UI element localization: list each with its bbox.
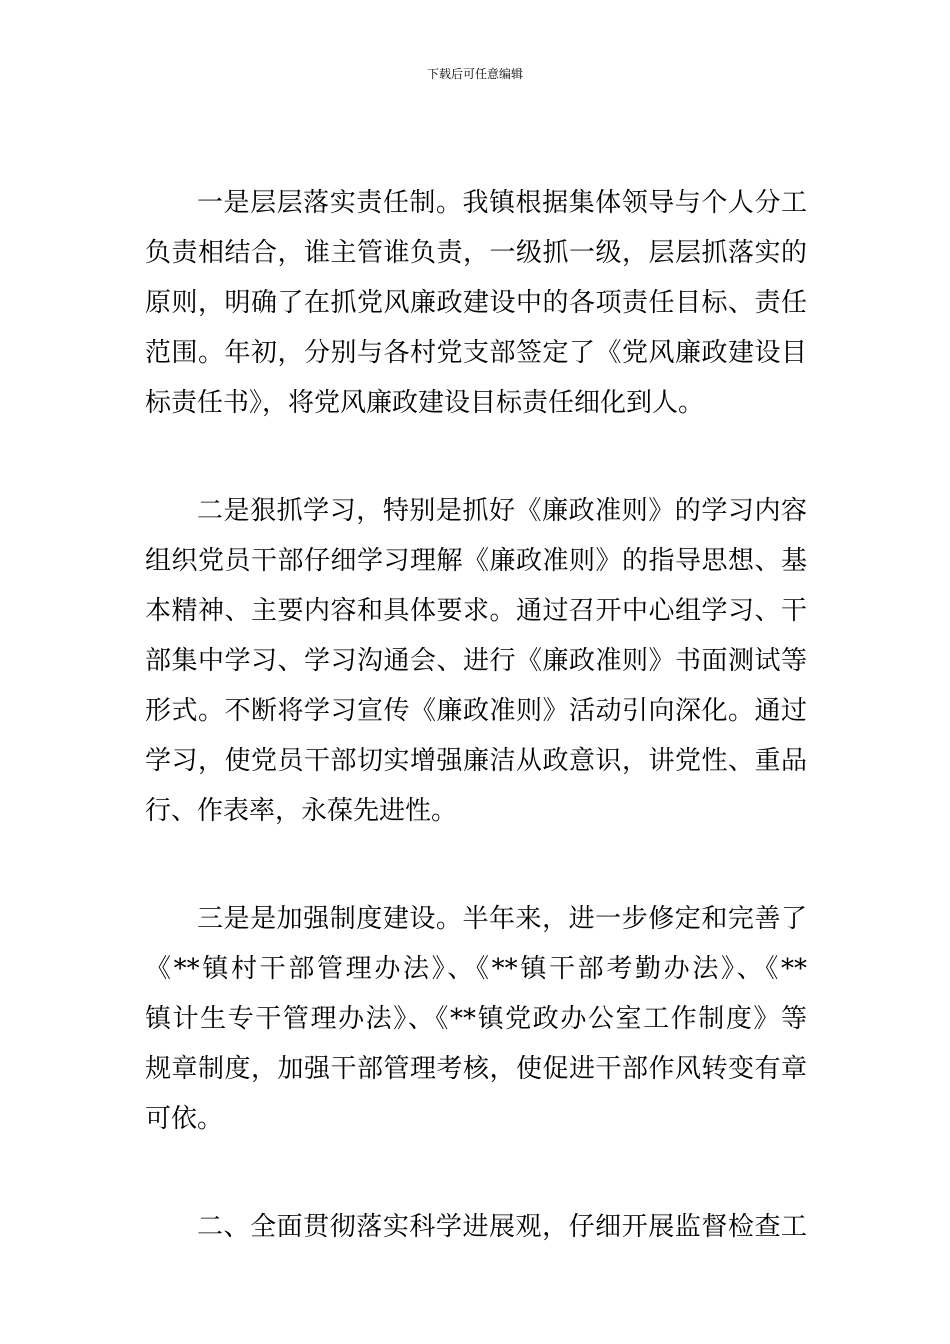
paragraph-study [145,486,807,836]
text-line: 二、全面贯彻落实科学进展观，仔细开展监督检查工 [197,1212,807,1242]
paragraph-system-building [145,894,807,1144]
text-line: 镇计生专干管理办法》、《**镇党政办公室工作制度》等 [145,1004,807,1034]
text-line: 部集中学习、学习沟通会、进行《廉政准则》书面测试等 [145,646,807,676]
paragraph-responsibility [145,178,807,428]
paragraph-section-two [145,1202,807,1252]
text-line: 负责相结合，谁主管谁负责，一级抓一级，层层抓落实的 [145,238,807,268]
page-header: 下载后可任意编辑 [426,67,523,81]
text-line: 三是是加强制度建设。半年来，进一步修定和完善了 [197,904,807,934]
text-line: 原则，明确了在抓党风廉政建设中的各项责任目标、责任 [145,288,807,318]
text-line: 学习，使党员干部切实增强廉洁从政意识，讲党性、重品 [145,746,807,776]
text-line: 一是层层落实责任制。我镇根据集体领导与个人分工 [197,188,807,218]
text-line: 规章制度，加强干部管理考核，使促进干部作风转变有章 [145,1054,807,1084]
text-line: 范围。年初，分别与各村党支部签定了《党风廉政建设目 [145,338,807,368]
text-line: 行、作表率，永葆先进性。 [145,796,458,826]
text-line: 二是狠抓学习，特别是抓好《廉政准则》的学习内容 [197,496,807,526]
text-line: 组织党员干部仔细学习理解《廉政准则》的指导思想、基 [145,546,807,576]
text-line: 形式。不断将学习宣传《廉政准则》活动引向深化。通过 [145,696,807,726]
text-line: 可依。 [145,1104,224,1134]
text-line: 本精神、主要内容和具体要求。通过召开中心组学习、干 [145,596,807,626]
text-line: 《**镇村干部管理办法》、《**镇干部考勤办法》、《** [145,954,807,984]
document-body [145,178,807,1252]
text-line: 标责任书》，将党风廉政建设目标责任细化到人。 [145,388,705,418]
